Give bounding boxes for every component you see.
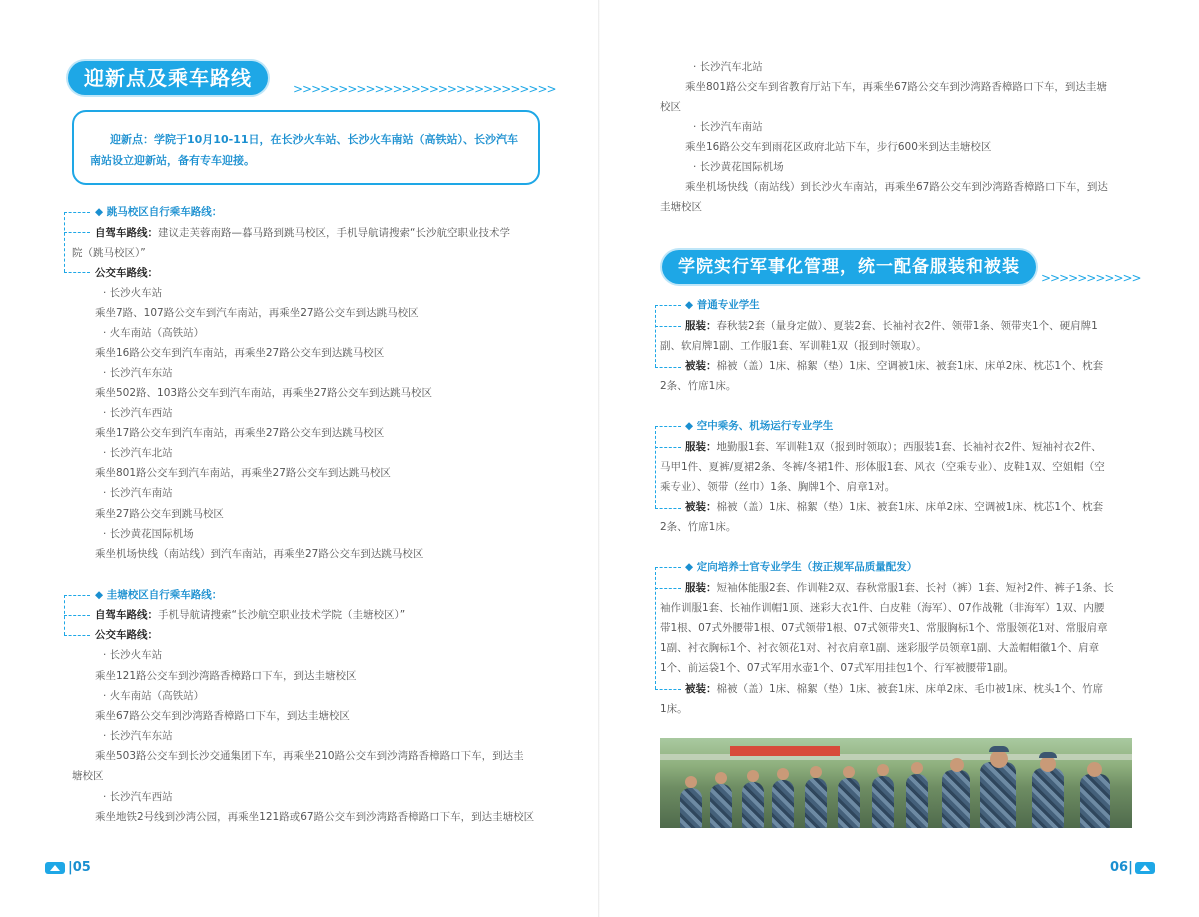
photo-figure	[742, 782, 764, 828]
guitang-bus-label: 公交车路线：	[95, 629, 158, 641]
route-station: · 长沙汽车北站	[693, 61, 763, 73]
tree-connector	[64, 272, 90, 273]
tree-connector	[64, 212, 65, 272]
photo-figure	[680, 788, 702, 828]
photo-figure	[843, 766, 855, 778]
tree-connector	[655, 689, 681, 690]
clothing-text: 短袖体能服2套、作训鞋2双、春秋常服1套、长衬（裤）1套、短衬2件、裤子1条、长	[716, 582, 1114, 594]
clothing-cont: 乘专业）、领带（丝巾）1条、胸牌1个、肩章1对。	[660, 481, 896, 493]
tree-connector	[655, 426, 681, 427]
bedding-cont: 2条、竹席1床。	[660, 380, 737, 392]
photo-figure	[877, 764, 889, 776]
page-number-value: 05	[72, 860, 91, 875]
route-text: 乘坐7路、107路公交车到汽车南站，再乘坐27路公交车到达跳马校区	[95, 307, 419, 319]
bedding-text: 棉被（盖）1床、棉絮（垫）1床、被套1床、床单2床、毛巾被1床、枕头1个、竹席	[716, 683, 1104, 695]
students-marching-photo	[660, 738, 1132, 828]
route-station: · 长沙黄花国际机场	[103, 528, 194, 540]
college-logo-icon	[45, 862, 65, 874]
photo-banner	[730, 746, 840, 756]
route-text: 乘坐67路公交车到沙湾路香樟路口下车，到达圭塘校区	[95, 710, 350, 722]
bedding-line	[685, 500, 1103, 514]
tree-connector	[655, 508, 681, 509]
tree-connector	[655, 367, 681, 368]
clothing-label: 服装：	[685, 441, 717, 453]
group-title: ◆ 空中乘务、机场运行专业学生	[685, 420, 834, 432]
clothing-cont: 马甲1件、夏裤/夏裙2条、冬裤/冬裙1件、形体服1套、风衣（空乘专业）、皮鞋1双、空姐帽（空	[660, 461, 1105, 473]
photo-figure	[777, 768, 789, 780]
bedding-text: 棉被（盖）1床、棉絮（垫）1床、空调被1床、被套1床、床单2床、枕芯1个、枕套	[716, 360, 1104, 372]
photo-figure	[685, 776, 697, 788]
tree-connector	[64, 212, 90, 213]
tiaoma-title: ◆ 跳马校区自行乘车路线：	[95, 206, 223, 218]
self-drive-label: 自驾车路线：	[95, 609, 158, 621]
tree-connector	[655, 567, 681, 568]
group-title: ◆ 定向培养士官专业学生（按正规军品质量配发）	[685, 561, 918, 573]
photo-figure	[1080, 774, 1110, 828]
clothing-label: 服装：	[685, 320, 717, 332]
route-station: · 长沙汽车南站	[693, 121, 763, 133]
photo-figure	[990, 750, 1008, 768]
photo-figure	[906, 774, 928, 828]
clothing-cont: 1个、前运袋1个、07式军用水壶1个、07式军用挂包1个、行军被腰带1副。	[660, 662, 1015, 674]
route-text: 乘坐机场快线（南站线）到长沙火车南站，再乘坐67路公交车到沙湾路香樟路口下车，到达	[685, 181, 1108, 193]
route-station: · 长沙汽车东站	[103, 367, 173, 379]
college-logo-icon	[1135, 862, 1155, 874]
photo-figure	[950, 758, 964, 772]
photo-figure	[838, 778, 860, 828]
clothing-line	[685, 319, 1098, 333]
tree-connector	[64, 635, 90, 636]
page-number: 06|	[1110, 860, 1133, 875]
route-text: 乘坐16路公交车到汽车南站，再乘坐27路公交车到达跳马校区	[95, 347, 385, 359]
route-text: 乘坐503路公交车到长沙交通集团下车，再乘坐210路公交车到沙湾路香樟路口下车，到达圭	[95, 750, 524, 762]
page-number-value: 06	[1110, 860, 1129, 875]
clothing-line	[685, 440, 1102, 454]
route-text: 乘坐17路公交车到汽车南站，再乘坐27路公交车到达跳马校区	[95, 427, 385, 439]
group-title: ◆ 普通专业学生	[685, 299, 760, 311]
photo-figure	[747, 770, 759, 782]
clothing-line	[685, 581, 1114, 595]
bedding-label: 被装：	[685, 501, 717, 513]
route-text-cont: 校区	[660, 101, 681, 113]
clothing-cont: 袖作训服1套、长袖作训帽1顶、迷彩大衣1件、白皮鞋（海军）、07作战靴（非海军）1双、内腰	[660, 602, 1105, 614]
self-drive-text: 手机导航请搜索“长沙航空职业技术学院（圭塘校区）”	[158, 609, 406, 621]
photo-figure	[989, 746, 1009, 752]
route-station: · 长沙火车站	[103, 649, 163, 661]
clothing-cont: 带1根、07式外腰带1根、07式领带1根、07式领带夹1、常服胸标1个、常服领花1对、常服肩章	[660, 622, 1108, 634]
bedding-cont: 1床。	[660, 703, 688, 715]
route-text: 乘坐502路、103路公交车到汽车南站，再乘坐27路公交车到达跳马校区	[95, 387, 432, 399]
route-text: 乘坐16路公交车到雨花区政府北站下车，步行600米到达圭塘校区	[685, 141, 992, 153]
photo-figure	[715, 772, 727, 784]
section-heading-routes: 迎新点及乘车路线	[68, 61, 268, 95]
tiaoma-self-drive	[95, 226, 510, 240]
tree-connector	[655, 326, 681, 327]
route-text: 乘坐机场快线（南站线）到汽车南站，再乘坐27路公交车到达跳马校区	[95, 548, 424, 560]
bedding-line	[685, 359, 1103, 373]
route-text: 乘坐121路公交车到沙湾路香樟路口下车，到达圭塘校区	[95, 670, 357, 682]
bedding-line	[685, 682, 1103, 696]
self-drive-text: 建议走芙蓉南路—暮马路到跳马校区，手机导航请搜索“长沙航空职业技术学	[158, 227, 510, 239]
guitang-title: ◆ 圭塘校区自行乘车路线：	[95, 589, 223, 601]
section-heading-uniform: 学院实行军事化管理，统一配备服装和被装	[662, 250, 1036, 284]
tree-connector	[655, 588, 681, 589]
route-station: · 长沙汽车东站	[103, 730, 173, 742]
photo-figure	[1087, 762, 1102, 777]
page-number: |05	[68, 860, 91, 875]
welcome-notice: 迎新点：学院于10月10-11日，在长沙火车站、长沙火车南站（高铁站）、长沙汽车南站设立迎新站，备有专车迎接。	[72, 110, 540, 185]
tree-connector	[655, 426, 656, 508]
chevron-decoration: >>>>>>>>>>>	[1041, 271, 1141, 285]
tree-connector	[655, 567, 656, 689]
route-station: · 长沙汽车南站	[103, 487, 173, 499]
tree-connector	[64, 615, 90, 616]
tree-connector	[64, 232, 90, 233]
route-station: · 长沙黄花国际机场	[693, 161, 784, 173]
bedding-text: 棉被（盖）1床、棉絮（垫）1床、被套1床、床单2床、空调被1床、枕芯1个、枕套	[716, 501, 1104, 513]
photo-figure	[772, 780, 794, 828]
route-station: · 火车南站（高铁站）	[103, 690, 205, 702]
photo-figure	[872, 776, 894, 828]
chevron-decoration: >>>>>>>>>>>>>>>>>>>>>>>>>>>>>	[293, 82, 556, 96]
tiaoma-self-drive-cont: 院（跳马校区）”	[72, 247, 146, 259]
route-text: 乘坐27路公交车到跳马校区	[95, 508, 224, 520]
photo-figure	[1039, 752, 1057, 758]
photo-figure	[710, 784, 732, 828]
bedding-cont: 2条、竹席1床。	[660, 521, 737, 533]
self-drive-label: 自驾车路线：	[95, 227, 158, 239]
clothing-cont: 副、软肩牌1副、工作服1套、军训鞋1双（报到时领取）。	[660, 340, 927, 352]
clothing-text: 地勤服1套、军训鞋1双（报到时领取）；西服装1套、长袖衬衣2件、短袖衬衣2件、	[716, 441, 1102, 453]
tree-connector	[655, 305, 656, 367]
route-text: 乘坐801路公交车到汽车南站，再乘坐27路公交车到达跳马校区	[95, 467, 391, 479]
clothing-cont: 1副、衬衣胸标1个、衬衣领花1对、衬衣肩章1副、迷彩服学员领章1副、大盖帽帽徽1个、肩章	[660, 642, 1100, 654]
photo-figure	[1032, 768, 1064, 828]
photo-figure	[980, 762, 1016, 828]
clothing-text: 春秋装2套（量身定做）、夏装2套、长袖衬衣2件、领带1条、领带夹1个、硬肩牌1	[716, 320, 1098, 332]
clothing-label: 服装：	[685, 582, 717, 594]
route-text-cont: 圭塘校区	[660, 201, 702, 213]
photo-figure	[810, 766, 822, 778]
guitang-self-drive	[95, 608, 405, 622]
route-station: · 长沙汽车西站	[103, 407, 173, 419]
tree-connector	[655, 447, 681, 448]
photo-figure	[942, 770, 970, 828]
tiaoma-bus-label: 公交车路线：	[95, 267, 158, 279]
route-station: · 长沙汽车北站	[103, 447, 173, 459]
route-text-cont: 塘校区	[72, 770, 104, 782]
photo-figure	[1040, 756, 1056, 772]
route-text: 乘坐801路公交车到省教育厅站下车，再乘坐67路公交车到沙湾路香樟路口下车，到达圭塘	[685, 81, 1107, 93]
route-station: · 火车南站（高铁站）	[103, 327, 205, 339]
photo-figure	[911, 762, 923, 774]
route-text: 乘坐地铁2号线到沙湾公园，再乘坐121路或67路公交车到沙湾路香樟路口下车，到达圭塘校区	[95, 811, 535, 823]
route-station: · 长沙汽车西站	[103, 791, 173, 803]
photo-figure	[805, 778, 827, 828]
tree-connector	[655, 305, 681, 306]
tree-connector	[64, 595, 90, 596]
route-station: · 长沙火车站	[103, 287, 163, 299]
bedding-label: 被装：	[685, 683, 717, 695]
bedding-label: 被装：	[685, 360, 717, 372]
